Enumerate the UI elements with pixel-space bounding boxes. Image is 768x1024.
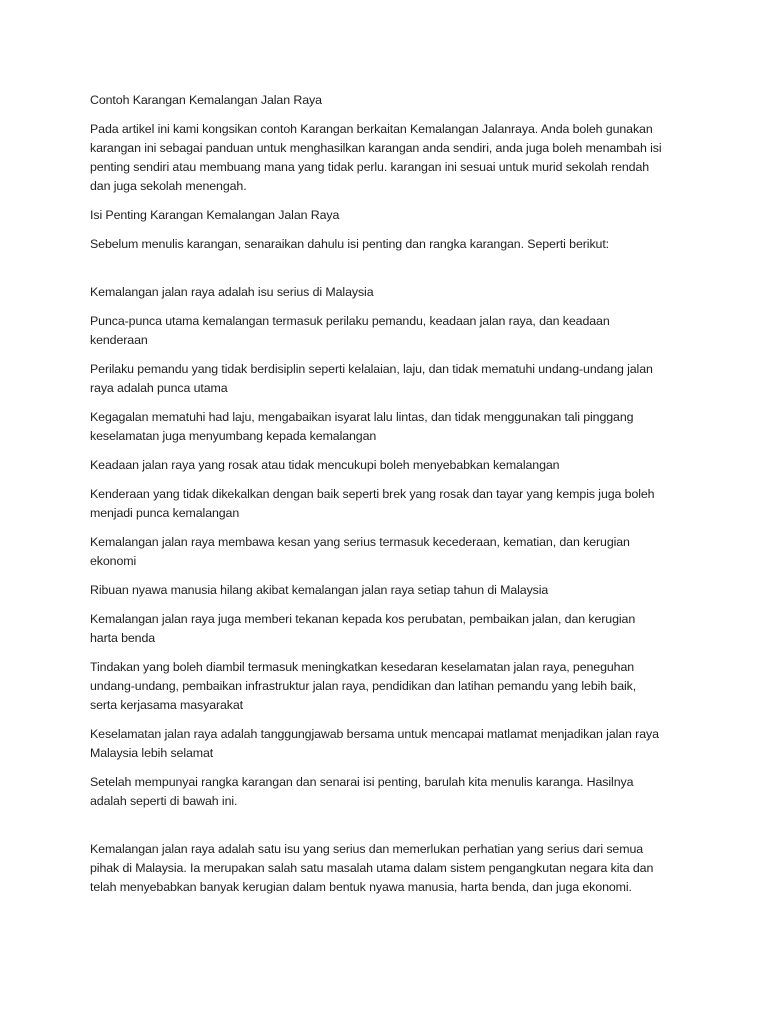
point-item: Keadaan jalan raya yang rosak atau tidak mencukupi boleh menyebabkan kemalangan xyxy=(90,458,560,472)
point-item: Tindakan yang boleh diambil termasuk meningkatkan kesedaran keselamatan jalan raya, peneguhan undang-undang, pembaikan infrastruktur jalan raya, pendidikan dan latihan pemandu yang lebih baik, serta kerjasama masyarakat xyxy=(90,660,637,712)
point-item: Ribuan nyawa manusia hilang akibat kemalangan jalan raya setiap tahun di Malaysia xyxy=(90,583,549,597)
point-item: Perilaku pemandu yang tidak berdisiplin seperti kelalaian, laju, dan tidak mematuhi undang-undang jalan raya adalah punca utama xyxy=(90,362,653,395)
section-heading: Isi Penting Karangan Kemalangan Jalan Raya xyxy=(90,208,340,222)
document-body xyxy=(90,91,690,907)
intro-paragraph: Pada artikel ini kami kongsikan contoh Karangan berkaitan Kemalangan Jalanraya. Anda boleh gunakan karangan ini sebagai panduan untuk menghasilkan karangan anda sendiri, anda juga boleh menambah isi penting sendiri atau membuang mana yang tidak perlu. karangan ini sesuai untuk murid sekolah rendah dan juga sekolah menengah. xyxy=(90,122,662,193)
point-item: Punca-punca utama kemalangan termasuk perilaku pemandu, keadaan jalan raya, dan keadaan kenderaan xyxy=(90,314,610,347)
point-item: Kemalangan jalan raya adalah isu serius di Malaysia xyxy=(90,285,374,299)
transition-paragraph: Setelah mempunyai rangka karangan dan senarai isi penting, barulah kita menulis karanga. Hasilnya adalah seperti di bawah ini. xyxy=(90,775,634,808)
section-intro: Sebelum menulis karangan, senaraikan dahulu isi penting dan rangka karangan. Seperti berikut: xyxy=(90,237,610,251)
point-item: Kegagalan mematuhi had laju, mengabaikan isyarat lalu lintas, dan tidak menggunakan tali pinggang keselamatan juga menyumbang kepada kemalangan xyxy=(90,410,634,443)
point-item: Kemalangan jalan raya membawa kesan yang serius termasuk kecederaan, kematian, dan kerugian ekonomi xyxy=(90,535,630,568)
document-title: Contoh Karangan Kemalangan Jalan Raya xyxy=(90,93,322,107)
point-item: Kemalangan jalan raya juga memberi tekanan kepada kos perubatan, pembaikan jalan, dan kerugian harta benda xyxy=(90,612,636,645)
essay-opening-paragraph: Kemalangan jalan raya adalah satu isu yang serius dan memerlukan perhatian yang serius dari semua pihak di Malaysia. Ia merupakan salah satu masalah utama dalam sistem pengangkutan negara kita dan telah menyebabkan banyak kerugian dalam bentuk nyawa manusia, harta benda, dan juga ekonomi. xyxy=(90,842,654,894)
point-item: Keselamatan jalan raya adalah tanggungjawab bersama untuk mencapai matlamat menjadikan jalan raya Malaysia lebih selamat xyxy=(90,727,659,760)
point-item: Kenderaan yang tidak dikekalkan dengan baik seperti brek yang rosak dan tayar yang kempis juga boleh menjadi punca kemalangan xyxy=(90,487,655,520)
